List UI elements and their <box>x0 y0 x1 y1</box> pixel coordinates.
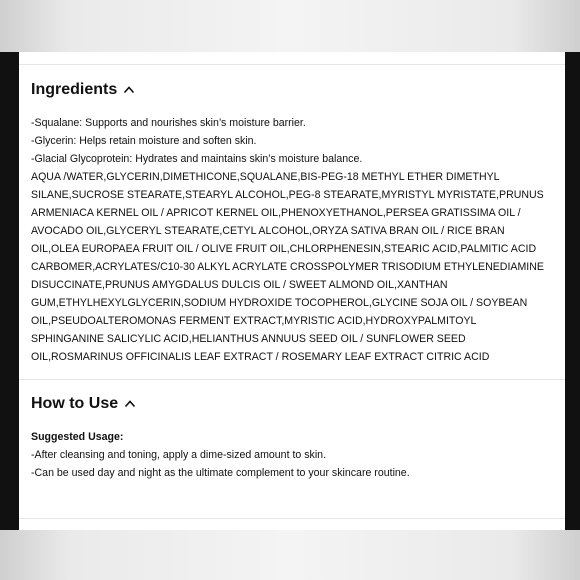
chevron-up-icon <box>123 84 135 96</box>
screenshot-frame <box>0 52 580 530</box>
divider <box>19 379 565 380</box>
divider <box>19 64 565 65</box>
benefit-glycoprotein: -Glacial Glycoprotein: Hydrates and maintains skin’s moisture balance. <box>31 153 363 165</box>
how-to-use-title: How to Use <box>31 395 119 412</box>
ingredients-list: AQUA /WATER,GLYCERIN,DIMETHICONE,SQUALANE,BIS-PEG-18 METHYL ETHER DIMETHYL SILANE,SUCROSE STEARATE,STEARYL ALCOHOL,PEG-8 STEARATE,MYRISTYL MYRISTATE,PRUNUS ARMENIACA KERNEL OIL / APRICOT KERNEL OIL,PHENOXYETHANOL,PERSEA GRATISSIMA OIL / AVOCADO OIL,GLYCERYL STEARATE,CETYL ALCOHOL,ORYZA SATIVA BRAN OIL / RICE BRAN OIL,OLEA EUROPAEA FRUIT OIL / OLIVE FRUIT OIL,CHLORPHENESIN,STEARIC ACID,PALMITIC ACID CARBOMER,ACRYLATES/C10-30 ALKYL ACRYLATE CROSSPOLYMER TRISODIUM ETHYLENEDIAMINE DISUCCINATE,PRUNUS AMYGDALUS DULCIS OIL / SWEET ALMOND OIL,XANTHAN GUM,ETHYLHEXYLGLYCERIN,SODIUM HYDROXIDE TOCOPHEROL,GLYCINE SOJA OIL / SOYBEAN OIL,PSEUDOALTEROMONAS FERMENT EXTRACT,MYRISTIC ACID,HYDROXYPALMITOYL SPHINGANINE SALICYLIC ACID,HELIANTHUS ANNUUS SEED OIL / SUNFLOWER SEED OIL,ROSMARINUS OFFICINALIS LEAF EXTRACT / ROSEMARY LEAF EXTRACT CITRIC ACID <box>31 171 544 363</box>
ingredients-toggle[interactable] <box>31 81 135 99</box>
benefit-squalane: -Squalane: Supports and nourishes skin’s moisture barrier. <box>31 117 306 129</box>
ingredients-content <box>31 114 551 366</box>
chevron-up-icon <box>124 398 136 410</box>
ingredients-title: Ingredients <box>31 81 118 98</box>
suggested-usage-label: Suggested Usage: <box>31 431 124 443</box>
how-to-use-content <box>31 428 551 482</box>
usage-step: -After cleansing and toning, apply a dime-sized amount to skin. <box>31 449 327 461</box>
benefit-glycerin: -Glycerin: Helps retain moisture and soften skin. <box>31 135 257 147</box>
usage-step: -Can be used day and night as the ultimate complement to your skincare routine. <box>31 467 410 479</box>
divider <box>19 518 565 519</box>
product-details-panel <box>19 52 565 530</box>
how-to-use-toggle[interactable] <box>31 395 136 413</box>
